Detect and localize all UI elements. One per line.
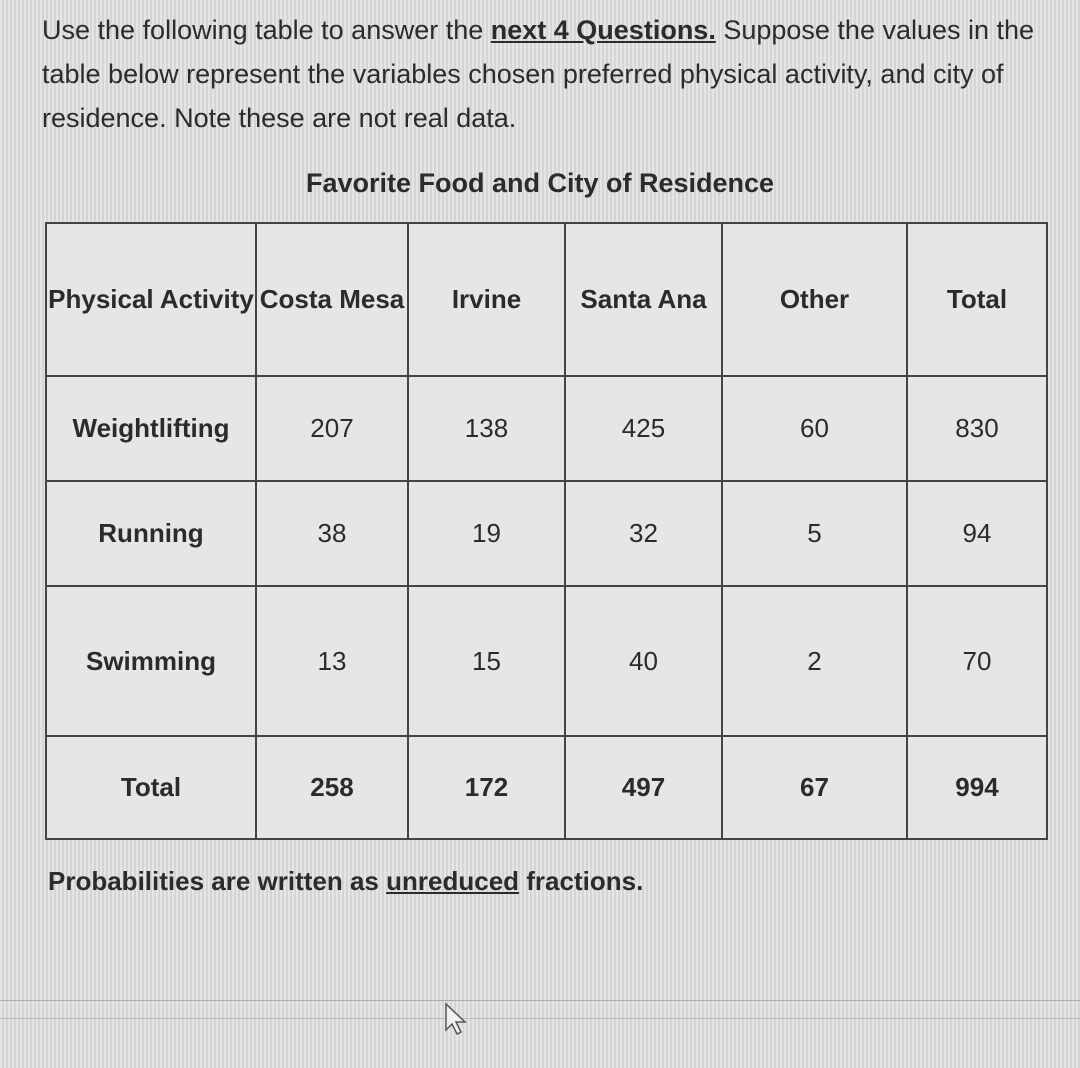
table-row-total: [46, 736, 1047, 839]
divider: [0, 1000, 1080, 1001]
cell: 258: [256, 736, 408, 839]
cell: 60: [722, 376, 907, 481]
header-cell: Santa Ana: [565, 223, 722, 376]
contingency-table: [45, 222, 1048, 840]
cell: 497: [565, 736, 722, 839]
cell: 19: [408, 481, 565, 586]
cell: 32: [565, 481, 722, 586]
cell: 2: [722, 586, 907, 736]
row-label: Swimming: [46, 586, 256, 736]
row-label: Total: [46, 736, 256, 839]
table-row: [46, 586, 1047, 736]
cell: 67: [722, 736, 907, 839]
header-cell: Total: [907, 223, 1047, 376]
instructions-emphasis: next 4 Questions.: [490, 15, 716, 45]
cell: 40: [565, 586, 722, 736]
cell: 994: [907, 736, 1047, 839]
mouse-cursor-icon: [440, 1000, 470, 1041]
cell: 94: [907, 481, 1047, 586]
table-header-row: [46, 223, 1047, 376]
cell: 172: [408, 736, 565, 839]
cell: 5: [722, 481, 907, 586]
cell: 830: [907, 376, 1047, 481]
row-label: Weightlifting: [46, 376, 256, 481]
table-title: Favorite Food and City of Residence: [305, 168, 775, 198]
probability-note: [48, 866, 643, 897]
cell: 207: [256, 376, 408, 481]
header-cell: Costa Mesa: [256, 223, 408, 376]
cell: 15: [408, 586, 565, 736]
header-cell: Irvine: [408, 223, 565, 376]
note-text: Probabilities are written as: [48, 866, 387, 896]
cell: 425: [565, 376, 722, 481]
divider: [0, 1018, 1080, 1019]
cell: 70: [907, 586, 1047, 736]
note-text-cont: fractions.: [519, 866, 644, 896]
cell: 138: [408, 376, 565, 481]
header-cell: Other: [722, 223, 907, 376]
row-label: Running: [46, 481, 256, 586]
table-row: [46, 376, 1047, 481]
instructions: [42, 8, 1052, 140]
cell: 13: [256, 586, 408, 736]
table-row: [46, 481, 1047, 586]
header-cell: Physical Activity: [46, 223, 256, 376]
cell: 38: [256, 481, 408, 586]
instructions-text: Use the following table to answer the: [42, 15, 491, 45]
note-emphasis: unreduced: [386, 866, 520, 896]
instructions-text-cont: Suppose the values in the table below represent the variables chosen preferred physical activity, and city of residence. Note these are not real data.: [42, 15, 1035, 133]
